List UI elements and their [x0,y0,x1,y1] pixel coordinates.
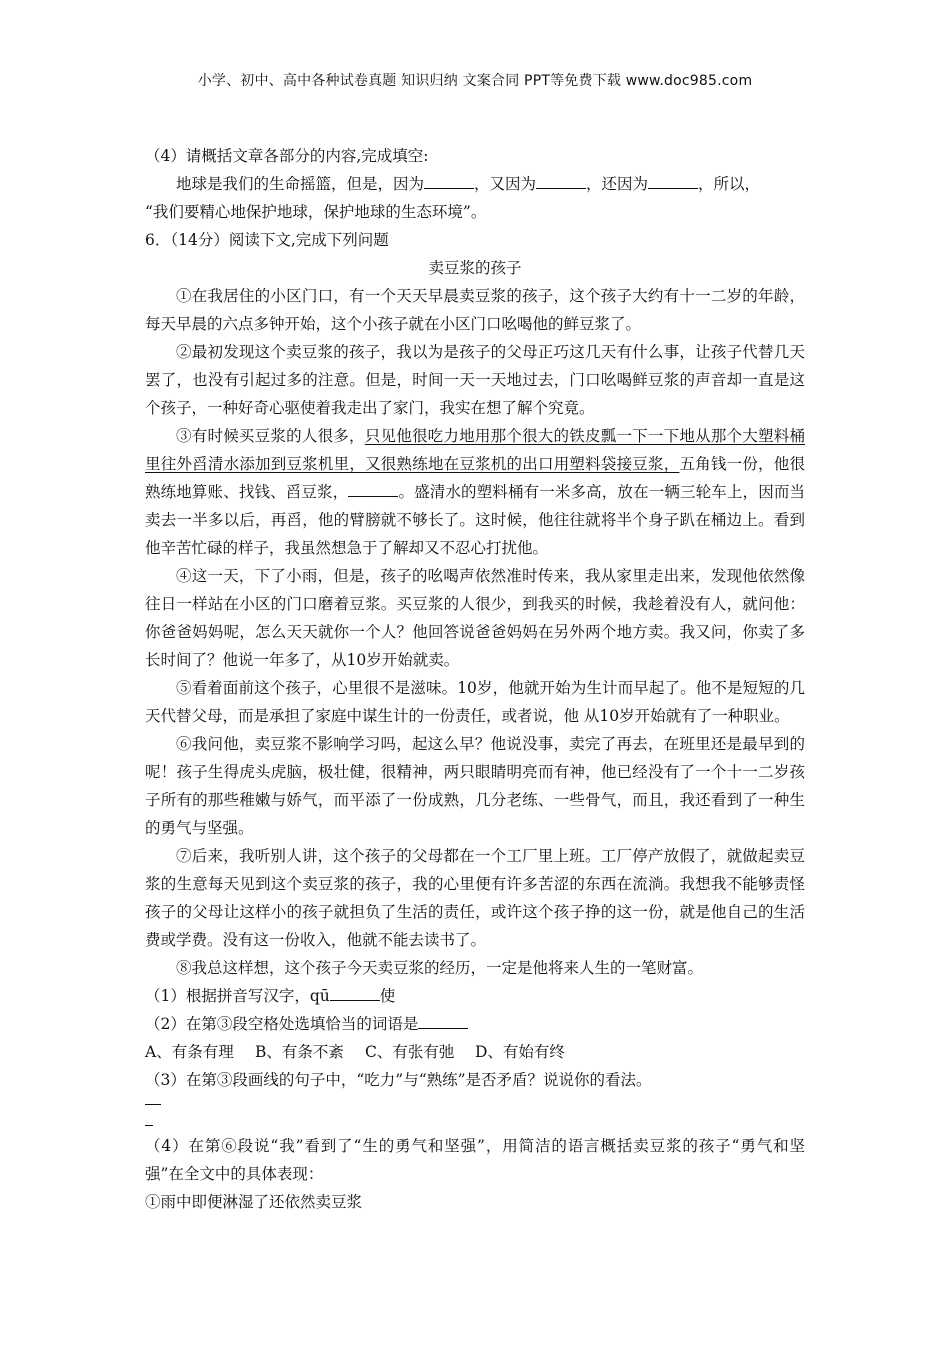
question-6-heading: 6．（14分）阅读下文,完成下列问题 [145,231,389,249]
subquestion-2-text: （2）在第③段空格处选填恰当的词语是 [145,1015,419,1033]
paragraph-6: ⑥我问他，卖豆浆不影响学习吗，起这么早？他说没事，卖完了再去，在班里还是最早到的呢！孩子生得虎头虎脑，极壮健，很精神，两只眼睛明亮而有神，他已经没有了一个十一二岁孩子所有的那些稚嫩与娇气，而平添了一份成熟，几分老练、一些骨气，而且，我还看到了一种生的勇气与坚强。 [145,735,805,837]
subquestion-1-text: （1）根据拼音写汉字，qū [145,987,330,1005]
prev-question-4-fill [145,170,805,198]
paragraph-3-blank[interactable] [348,482,398,497]
fill-text-4: ，所以， [698,175,761,193]
option-b[interactable]: B、有条不紊 [255,1043,344,1061]
subquestion-3: （3）在第③段画线的句子中，“吃力”与“熟练”是否矛盾？说说你的看法。 [145,1071,652,1089]
option-a[interactable]: A、有条有理 [145,1043,234,1061]
option-c[interactable]: C、有张有弛 [365,1043,455,1061]
subquestion-2-blank[interactable] [418,1014,468,1029]
paragraph-8: ⑧我总这样想，这个孩子今天卖豆浆的经历，一定是他将来人生的一笔财富。 [176,959,704,977]
subquestion-1-blank[interactable] [330,986,380,1001]
paragraph-3-middle: 五角钱一份，他很熟练地算账、找钱、舀豆浆， [145,455,805,501]
answer-line-1[interactable] [145,1094,161,1105]
paragraph-5: ⑤看着面前这个孩子，心里很不是滋味。10岁，他就开始为生计而早起了。他不是短短的几天代替父母，而是承担了家庭中谋生计的一份责任，或者说，他 从10岁开始就有了一种职业。 [145,679,805,725]
fill-blank-3[interactable] [648,174,698,189]
subquestion-1 [145,982,805,1010]
paragraph-3-end: 。盛清水的塑料桶有一米多高，放在一辆三轮车上，因而当卖去一半多以后，再舀，他的臂膀就不够长了。这时候，他往往就将半个身子趴在桶边上。看到他辛苦忙碌的样子，我虽然想急于了解却又不忍心打扰他。 [145,483,805,557]
subquestion-2 [145,1010,805,1038]
option-d[interactable]: D、有始有终 [475,1043,565,1061]
paragraph-3-start: ③有时候买豆浆的人很多， [176,427,365,445]
fill-blank-2[interactable] [536,174,586,189]
subquestion-1-suffix: 使 [379,987,396,1005]
fill-text-1: 地球是我们的生命摇篮，但是，因为 [176,175,425,193]
paragraph-7: ⑦后来，我听别人讲，这个孩子的父母都在一个工厂里上班。工厂停产放假了，就做起卖豆浆的生意每天见到这个卖豆浆的孩子，我的心里便有许多苦涩的东西在流淌。我想我不能够责怪孩子的父母让这样小的孩子就担负了生活的责任，或许这个孩子挣的这一份，就是他自己的生活费或学费。没有这一份收入，他就不能去读书了。 [145,847,805,949]
answer-line-2[interactable] [145,1109,153,1126]
fill-text-3: ，还因为 [586,175,649,193]
paragraph-4: ④这一天，下了小雨，但是，孩子的吆喝声依然准时传来，我从家里走出来，发现他依然像往日一样站在小区的门口磨着豆浆。买豆浆的人很少，到我买的时候，我趁着没有人，就问他：你爸爸妈妈呢，怎么天天就你一个人？他回答说爸爸妈妈在另外两个地方卖。我又问，你卖了多长时间了？他说一年多了，从10岁开始就卖。 [145,567,805,669]
answer-1: ①雨中即便淋湿了还依然卖豆浆 [145,1193,363,1211]
fill-text-2: ，又因为 [474,175,537,193]
paragraph-1: ①在我居住的小区门口，有一个天天早晨卖豆浆的孩子，这个孩子大约有十一二岁的年龄，每天早晨的六点多钟开始，这个小孩子就在小区门口吆喝他的鲜豆浆了。 [145,287,805,333]
document-body [145,142,805,1216]
prev-question-4: （4）请概括文章各部分的内容,完成填空: [145,147,429,165]
subquestion-4: （4）在第⑥段说“我”看到了“生的勇气和坚强”，用简洁的语言概括卖豆浆的孩子“勇气和坚强”在全文中的具体表现： [145,1137,805,1183]
paragraph-3 [145,422,805,562]
fill-blank-1[interactable] [424,174,474,189]
fill-text-5: “我们要精心地保护地球，保护地球的生态环境”。 [145,203,487,221]
paragraph-2: ②最初发现这个卖豆浆的孩子，我以为是孩子的父母正巧这几天有什么事，让孩子代替几天罢了，也没有引起过多的注意。但是，时间一天一天地过去，门口吆喝鲜豆浆的声音却一直是这个孩子，一种好奇心驱使着我走出了家门，我实在想了解个究竟。 [145,343,805,417]
subquestion-2-options [145,1038,805,1066]
underlined-sentence: 只见他很吃力地用那个很大的铁皮瓢一下一下地从那个大塑料桶里往外舀清水添加到豆浆机里，又很熟练地在豆浆机的出口用塑料袋接豆浆， [145,427,805,473]
page-header: 小学、初中、高中各种试卷真题 知识归纳 文案合同 PPT等免费下载 www.doc985.com [197,73,753,89]
passage-title: 卖豆浆的孩子 [428,259,522,277]
